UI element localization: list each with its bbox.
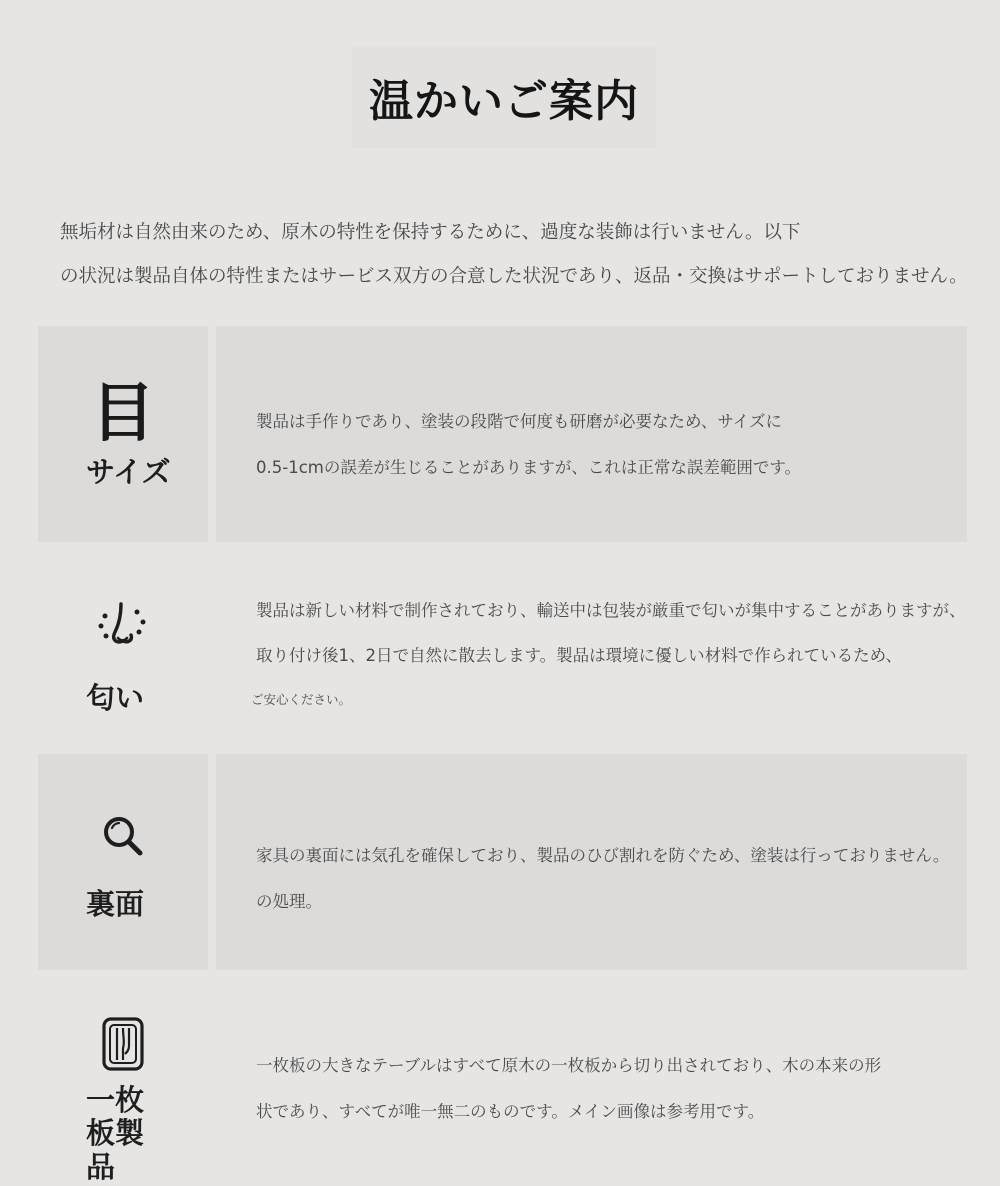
body-line: 製品は新しい材料で制作されており、輸送中は包装が厳重で匂いが集中することがありますが、 [256, 601, 966, 620]
section-label: 一枚板製品 [86, 1083, 145, 1184]
page-title: 温かいご案内 [369, 76, 639, 127]
body-line: ご安心ください。 [251, 692, 352, 707]
body-line: の処理。 [256, 892, 322, 911]
section-smell [0, 542, 1000, 754]
intro-paragraph [52, 206, 1000, 292]
body-line: 0.5-1cmの誤差が生じることがありますが、これは正常な誤差範囲です。 [256, 458, 802, 477]
intro-line-2: の状況は製品自体の特性またはサービス双方の合意した状況であり、返品・交換はサポートしておりません。 [60, 266, 968, 287]
section-label: 匂い [86, 681, 145, 715]
wood-slab-icon [101, 1016, 145, 1076]
section-slab [0, 970, 1000, 1186]
body-line: 製品は手作りであり、塗装の段階で何度も研磨が必要なため、サイズに [256, 412, 783, 431]
icon-cell [38, 326, 208, 542]
icon-cell [38, 754, 208, 970]
section-size [0, 326, 1000, 542]
body-line: 一枚板の大きなテーブルはすべて原木の一枚板から切り出されており、木の本来の形 [256, 1056, 882, 1075]
intro-line-1: 無垢材は自然由来のため、原木の特性を保持するために、過度な装飾は行いません。以下 [60, 222, 801, 243]
icon-cell [38, 970, 208, 1186]
section-label: サイズ [86, 455, 171, 489]
body-line: 取り付け後1、2日で自然に散去します。製品は環境に優しい材料で作られているため、 [256, 646, 903, 665]
body-line: 家具の裏面には気孔を確保しており、製品のひび割れを防ぐため、塗装は行っておりません。 [256, 846, 950, 865]
nose-icon [91, 594, 155, 662]
text-cell [216, 326, 967, 542]
title-box [352, 46, 656, 148]
section-label: 裏面 [86, 887, 145, 921]
section-back [0, 754, 1000, 970]
icon-cell [38, 542, 208, 758]
magnifier-icon [99, 812, 147, 864]
body-line: 状であり、すべてが唯一無二のものです。メイン画像は参考用です。 [256, 1102, 765, 1121]
eye-kanji-icon: 目 [91, 377, 155, 451]
